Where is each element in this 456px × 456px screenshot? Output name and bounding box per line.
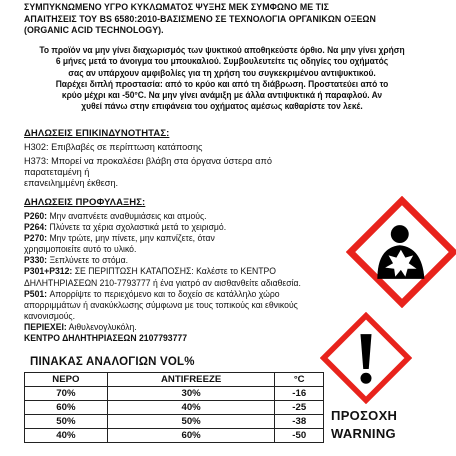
cell: 40% <box>25 429 108 443</box>
intro-line: κρύο μέχρι και -50°C. Να μην γίνει ανάμιξη με άλλα αντιψυκτικά ή παραφλού. Αν <box>61 89 383 101</box>
intro-line: σας αν υπάρχουν αμφιβολίες για τη χρήση του συγκεκριμένου αντιψυκτικού. <box>68 66 376 78</box>
hazard-h373 <box>24 156 324 189</box>
code: P260: <box>24 211 48 221</box>
mix-ratio-table <box>24 372 324 443</box>
poison-center: ΚΕΝΤΡΟ ΔΗΛΗΤΗΡΙΑΣΕΩΝ 2107793777 <box>24 333 188 344</box>
intro-line: Το προϊόν να μην γίνει διαχωρισμός των ψυκτικού αποθηκεύστε όρθιο. Να μην γίνει χρήση <box>39 44 405 55</box>
code: P301+P312: <box>24 266 73 277</box>
cell: -25 <box>275 401 324 415</box>
col-water: ΝΕΡΟ <box>25 373 108 387</box>
hazard-h373-line: H373: Μπορεί να προκαλέσει βλάβη στα όργανα ύστερα από παρατεταμένη ή <box>24 156 272 177</box>
intro-line: 6 μήνες μετά το άνοιγμα του μπουκαλιού. Συμβουλευτείτε τις οδηγίες του οχήματός <box>55 55 389 67</box>
usage-instructions <box>24 44 420 112</box>
mix-table-title: ΠΙΝΑΚΑΣ ΑΝΑΛΟΓΙΩΝ VOL% <box>30 356 195 368</box>
cell: 60% <box>107 429 275 443</box>
cell: -16 <box>275 387 324 401</box>
intro-line: Παρέχει διπλή προστασία: από το κρύο και από τη διάβρωση. Προστατεύει από το <box>55 77 389 89</box>
header-line-1: ΣΥΜΠΥΚΝΩΜΕΝΟ ΥΓΡΟ ΚΥΚΛΩΜΑΤΟΣ ΨΥΞΗΣ ΜΕΚ ΣΥΜΦΩΝΟ ΜΕ ΤΙΣ <box>24 2 329 13</box>
text: Πλύνετε τα χέρια σχολαστικά μετά το χειρισμό. <box>49 222 227 233</box>
precaution-p501 <box>24 289 341 300</box>
precaution-p330 <box>24 255 341 266</box>
poison-center-line <box>24 333 341 344</box>
cell: -50 <box>275 429 324 443</box>
text: Μην αναπνέετε αναθυμιάσεις και ατμούς. <box>49 211 207 221</box>
precaution-p260 <box>24 211 341 222</box>
code: P330: <box>24 255 48 266</box>
table-row <box>25 429 324 443</box>
exclamation-mark-icon <box>320 312 412 404</box>
cell: 50% <box>107 415 275 429</box>
intro-line: χυθεί πάνω στην επιφάνεια του οχήματος αμέσως καθαρίστε τον λεκέ. <box>81 100 363 112</box>
contains-line <box>24 322 341 333</box>
precaution-p301-cont: ΔΗΛΗΤΗΡΙΑΣΕΩΝ 210-7793777 ή ένα γιατρό αν αισθανθείτε αδιαθεσία. <box>24 277 301 288</box>
precaution-p264 <box>24 222 341 233</box>
code: P501: <box>24 288 48 299</box>
precaution-statements-title: ΔΗΛΩΣΕΙΣ ΠΡΟΦΥΛΑΞΗΣ: <box>24 197 146 208</box>
text: ΣΕ ΠΕΡΙΠΤΩΣΗ ΚΑΤΑΠΟΣΗΣ: Καλέστε το ΚΕΝΤΡΟ <box>74 266 276 277</box>
hazard-h302: H302: Επιβλαβές σε περίπτωση κατάποσης <box>24 142 203 152</box>
precaution-p270-cont: χρησιμοποιείτε αυτό το υλικό. <box>24 244 137 255</box>
hazard-h373-line: επανειλημμένη έκθεση. <box>24 178 119 188</box>
table-header-row <box>25 373 324 387</box>
text: Ξεπλύνετε το στόμα. <box>49 255 129 266</box>
table-row <box>25 401 324 415</box>
col-antifreeze: ANTIFREEZE <box>107 373 275 387</box>
warning-english: WARNING <box>331 426 396 441</box>
code: P264: <box>24 222 48 233</box>
header-line-3: (ORGANIC ACID TECHNOLOGY). <box>24 25 164 37</box>
code: P270: <box>24 233 48 244</box>
table-row <box>25 387 324 401</box>
health-hazard-icon <box>346 196 456 308</box>
precaution-list <box>24 211 341 344</box>
precaution-p501-cont: κανονισμούς. <box>24 310 75 321</box>
hazard-statements-title: ΔΗΛΩΣΕΙΣ ΕΠΙΚΙΝΔΥΝΟΤΗΤΑΣ: <box>24 128 170 139</box>
precaution-p301 <box>24 266 341 277</box>
precaution-p270 <box>24 233 341 244</box>
col-temp: °C <box>275 373 324 387</box>
person-head <box>391 225 409 243</box>
cell: 40% <box>107 401 275 415</box>
cell: 30% <box>107 387 275 401</box>
cell: 50% <box>25 415 108 429</box>
cell: -38 <box>275 415 324 429</box>
text: Απορρίψτε το περιεχόμενο και το δοχείο σε κατάλληλο χώρο <box>49 288 280 299</box>
table-row <box>25 415 324 429</box>
contains-label: ΠΕΡΙΕΧΕΙ: <box>24 321 67 332</box>
header-line-2: ΑΠΑΙΤΗΣΕΙΣ ΤΟΥ BS 6580:2010-ΒΑΣΙΣΜΕΝΟ ΣΕ ΤΕΧΝΟΛΟΓΙΑ ΟΡΓΑΝΙΚΩΝ ΟΞΕΩΝ <box>24 13 376 25</box>
cell: 60% <box>25 401 108 415</box>
header-block <box>24 2 410 37</box>
warning-greek: ΠΡΟΣΟΧΗ <box>331 408 398 423</box>
text: Μην τρώτε, μην πίνετε, μην καπνίζετε, όταν <box>49 233 215 244</box>
precaution-p501-cont: απορριμμάτων ή ανακύκλωσης σύμφωνα με τους τοπικούς και εθνικούς <box>24 299 298 310</box>
cell: 70% <box>25 387 108 401</box>
exclamation-dot <box>360 373 371 384</box>
contains-value: Αιθυλενογλυκόλη. <box>68 321 137 332</box>
